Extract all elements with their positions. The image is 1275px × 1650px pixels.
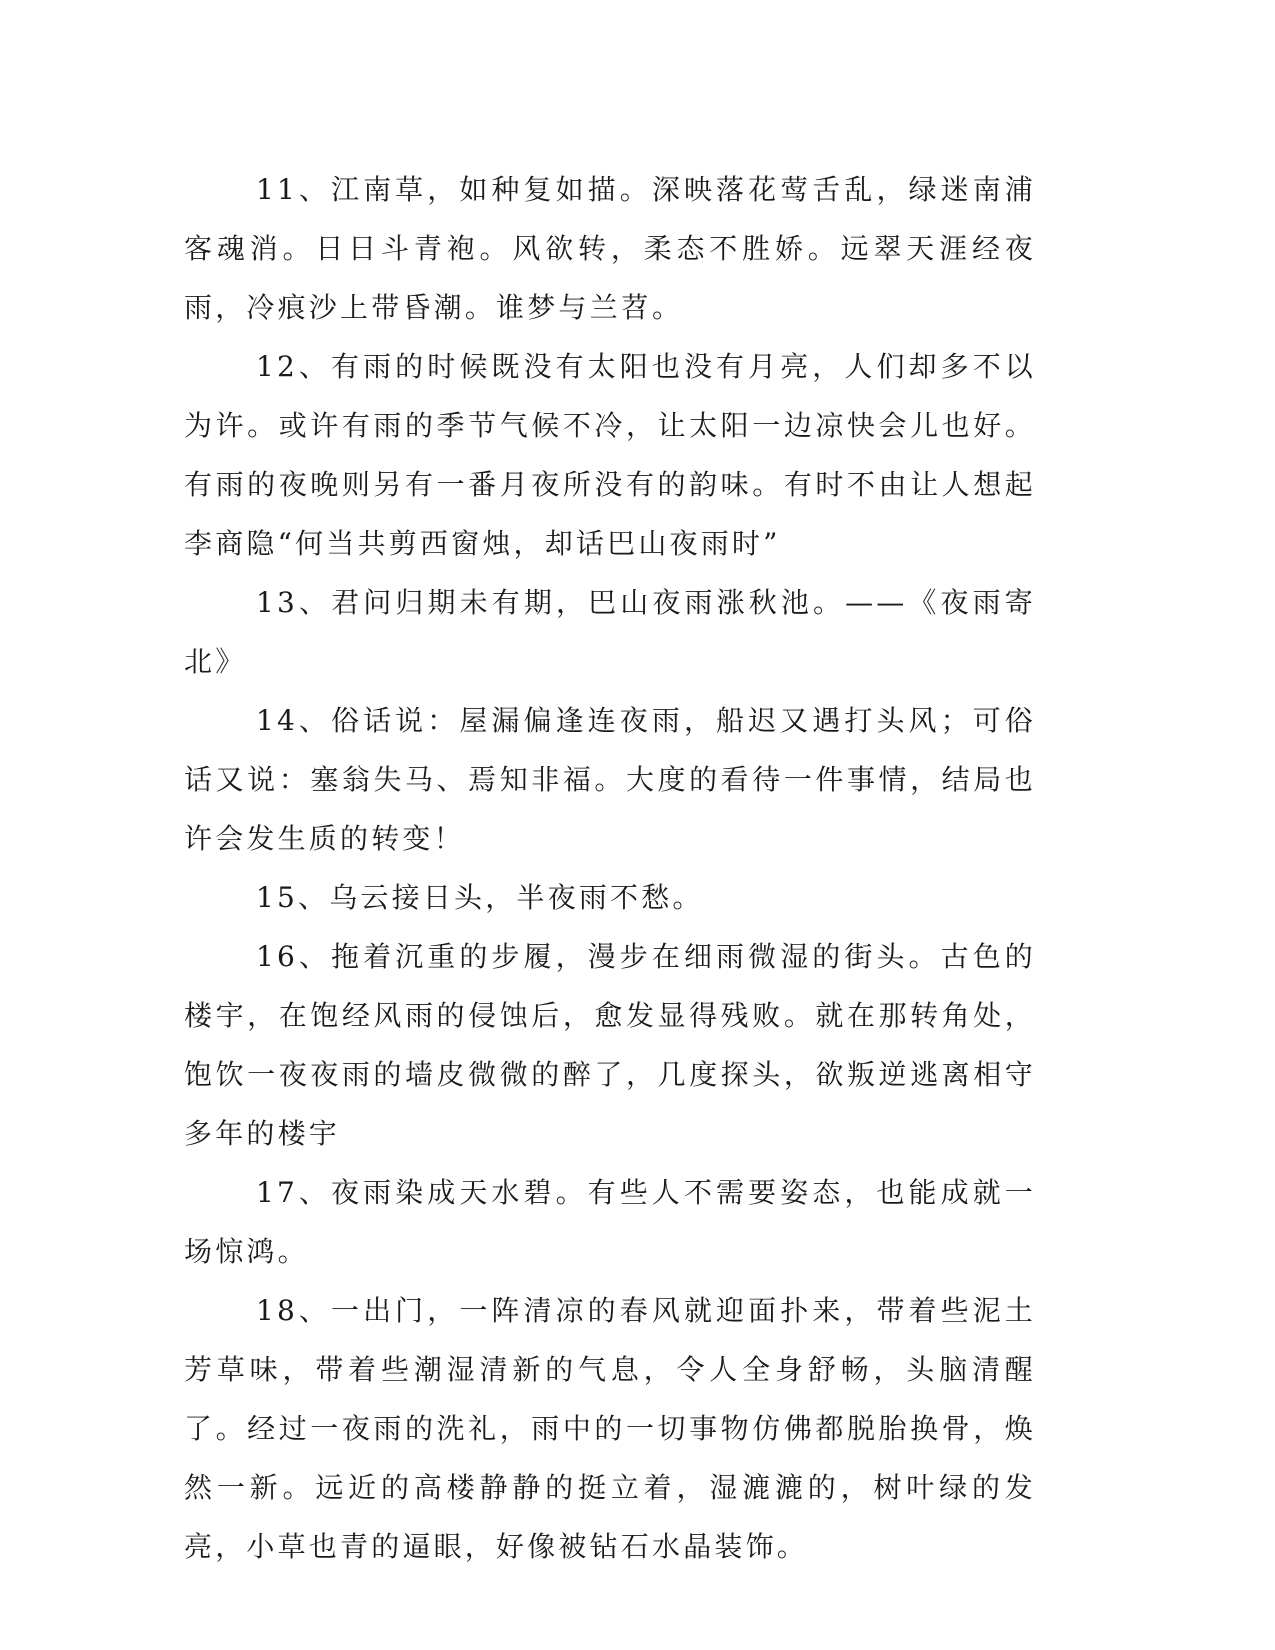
paragraph-14: 14、俗话说：屋漏偏逢连夜雨，船迟又遇打头风；可俗话又说：塞翁失马、焉知非福。大度的看待一件事情，结局也许会发生质的转变！ (184, 704, 1036, 855)
document-body (184, 160, 1036, 1576)
paragraph-18: 18、一出门，一阵清凉的春风就迎面扑来，带着些泥土芳草味，带着些潮湿清新的气息，令人全身舒畅，头脑清醒了。经过一夜雨的洗礼，雨中的一切事物仿佛都脱胎换骨，焕然一新。远近的高楼静静的挺立着，湿漉漉的，树叶绿的发亮，小草也青的逼眼，好像被钻石水晶装饰。 (184, 1294, 1036, 1563)
paragraph-11: 11、江南草，如种复如描。深映落花莺舌乱，绿迷南浦客魂消。日日斗青袍。风欲转，柔态不胜娇。远翠天涯经夜雨，冷痕沙上带昏潮。谁梦与兰苕。 (184, 173, 1036, 324)
paragraph-12: 12、有雨的时候既没有太阳也没有月亮，人们却多不以为许。或许有雨的季节气候不冷，让太阳一边凉快会儿也好。有雨的夜晚则另有一番月夜所没有的韵味。有时不由让人想起李商隐“何当共剪西窗烛，却话巴山夜雨时” (184, 350, 1036, 560)
paragraph-16: 16、拖着沉重的步履，漫步在细雨微湿的街头。古色的楼宇，在饱经风雨的侵蚀后，愈发显得残败。就在那转角处，饱饮一夜夜雨的墙皮微微的醉了，几度探头，欲叛逆逃离相守多年的楼宇 (184, 940, 1036, 1150)
paragraph-13: 13、君问归期未有期，巴山夜雨涨秋池。——《夜雨寄北》 (184, 586, 1036, 678)
paragraph-17: 17、夜雨染成天水碧。有些人不需要姿态，也能成就一场惊鸿。 (184, 1176, 1036, 1268)
paragraph-15: 15、乌云接日头，半夜雨不愁。 (256, 881, 704, 914)
